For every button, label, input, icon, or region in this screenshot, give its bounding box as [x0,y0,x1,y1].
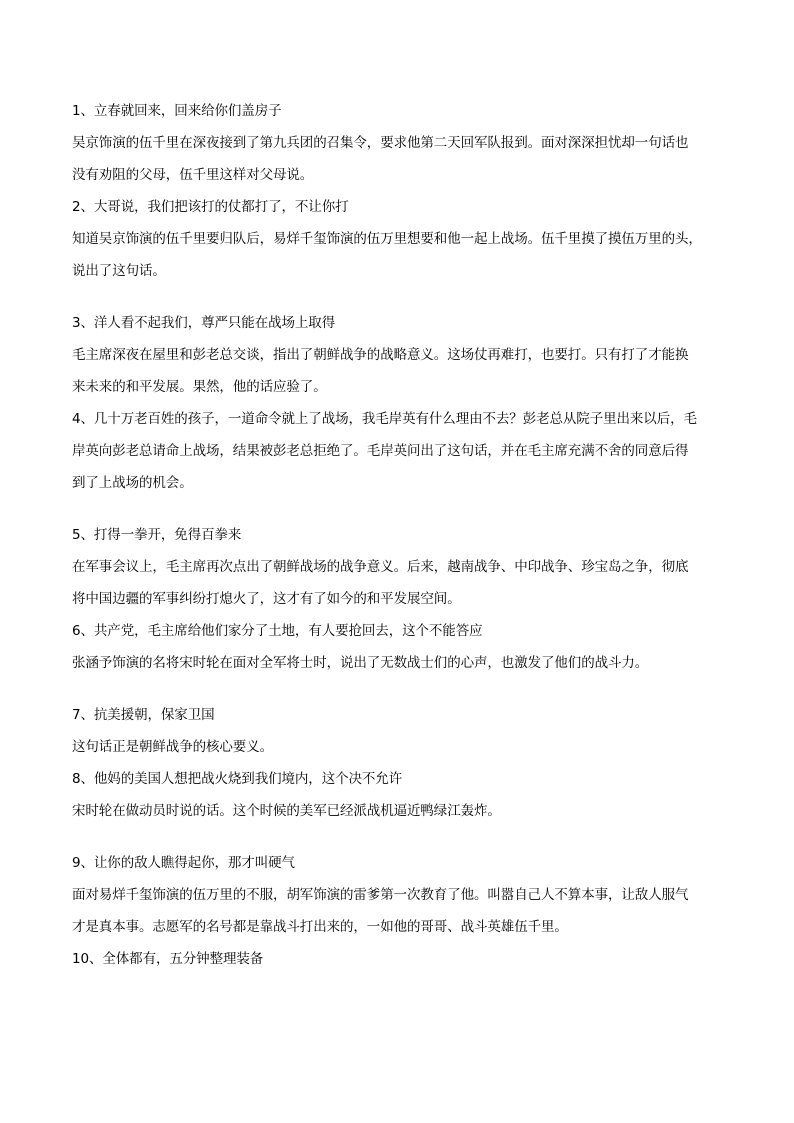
quote-heading-6: 6、共产党，毛主席给他们家分了土地，有人要抢回去，这个不能答应 [72,623,483,639]
quote-description-1-line-1: 吴京饰演的伍千里在深夜接到了第九兵团的召集令，要求他第二天回军队报到。面对深深担忧却一句话也 [72,135,689,151]
quote-description-9-line-2: 才是真本事。志愿军的名号都是靠战斗打出来的，一如他的哥哥、战斗英雄伍千里。 [72,919,568,935]
quote-description-2-line-1: 知道吴京饰演的伍千里要归队后，易烊千玺饰演的伍万里想要和他一起上战场。伍千里摸了摸伍万里的头， [72,231,702,247]
quote-heading-7: 7、抗美援朝，保家卫国 [72,707,215,723]
quote-heading-3: 3、洋人看不起我们，尊严只能在战场上取得 [72,315,336,331]
document-page [72,95,732,975]
paragraph-gap [72,287,732,307]
quote-description-3-line-2: 来未来的和平发展。果然，他的话应验了。 [72,379,327,395]
quote-description-5-line-1: 在军事会议上，毛主席再次点出了朝鲜战场的战争意义。后来，越南战争、中印战争、珍宝岛之争，彻底 [72,559,689,575]
quote-heading-4-line-3: 到了上战场的机会。 [72,475,193,491]
quote-description-6: 张涵予饰演的名将宋时轮在面对全军将士时，说出了无数战士们的心声，也激发了他们的战斗力。 [72,655,649,671]
quote-heading-1: 1、立春就回来，回来给你们盖房子 [72,103,282,119]
quote-description-2-line-2: 说出了这句话。 [72,263,166,279]
quote-heading-8: 8、他妈的美国人想把战火烧到我们境内，这个决不允许 [72,771,403,787]
quote-description-3-line-1: 毛主席深夜在屋里和彭老总交谈，指出了朝鲜战争的战略意义。这场仗再难打，也要打。只有打了才能换 [72,347,689,363]
paragraph-gap [72,679,732,699]
quote-heading-2: 2、大哥说，我们把该打的仗都打了，不让你打 [72,199,349,215]
quote-description-1-line-2: 没有劝阻的父母，伍千里这样对父母说。 [72,167,314,183]
quote-heading-5: 5、打得一拳开，免得百拳来 [72,527,242,543]
quote-heading-4-line-2: 岸英向彭老总请命上战场，结果被彭老总拒绝了。毛岸英问出了这句话，并在毛主席充满不舍的同意后得 [72,443,689,459]
quote-description-9-line-1: 面对易烊千玺饰演的伍万里的不服，胡军饰演的雷爹第一次教育了他。叫嚣自己人不算本事，让敌人服气 [72,887,689,903]
quote-description-5-line-2: 将中国边疆的军事纠纷打熄火了，这才有了如今的和平发展空间。 [72,591,461,607]
quote-heading-9: 9、让你的敌人瞧得起你，那才叫硬气 [72,855,295,871]
quote-heading-4-line-1: 4、几十万老百姓的孩子，一道命令就上了战场，我毛岸英有什么理由不去？彭老总从院子里出来以后，毛 [72,411,697,427]
quote-description-7: 这句话正是朝鲜战争的核心要义。 [72,739,273,755]
quote-description-8: 宋时轮在做动员时说的话。这个时候的美军已经派战机逼近鸭绿江轰炸。 [72,803,501,819]
paragraph-gap [72,499,732,519]
quote-heading-10: 10、全体都有，五分钟整理装备 [72,951,264,967]
paragraph-gap [72,827,732,847]
